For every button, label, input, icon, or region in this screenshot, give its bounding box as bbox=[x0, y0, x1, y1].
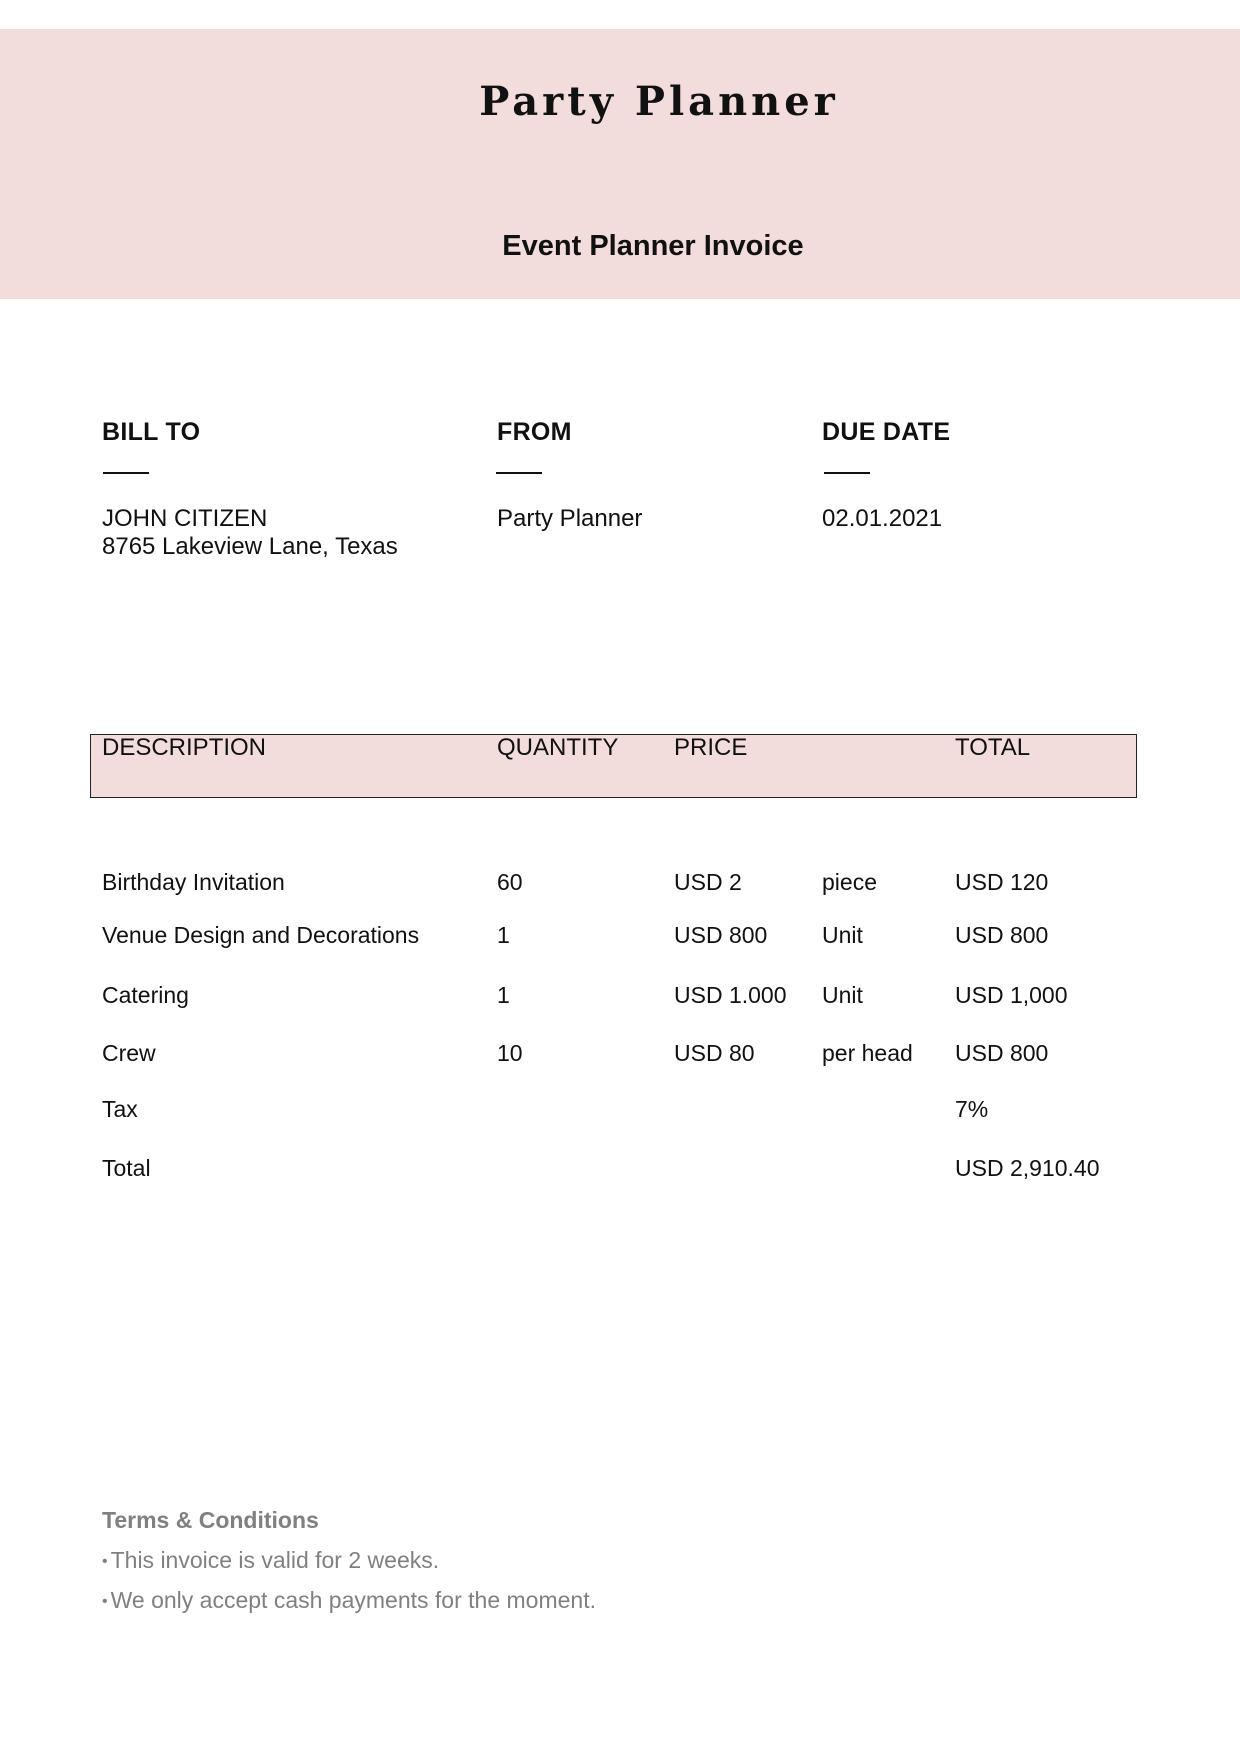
row-unit: per head bbox=[822, 1040, 913, 1066]
row-price: USD 1.000 bbox=[674, 982, 787, 1008]
grand-total-value: USD 2,910.40 bbox=[955, 1155, 1100, 1181]
due-date-heading: DUE DATE bbox=[822, 418, 951, 446]
row-price: USD 800 bbox=[674, 922, 768, 948]
bill-to-name: JOHN CITIZEN bbox=[102, 505, 268, 532]
row-total: USD 800 bbox=[955, 1040, 1049, 1066]
due-date-value: 02.01.2021 bbox=[822, 505, 943, 532]
row-quantity: 1 bbox=[497, 982, 510, 1008]
row-quantity: 1 bbox=[497, 922, 510, 948]
row-quantity: 60 bbox=[497, 869, 523, 895]
row-description: Birthday Invitation bbox=[102, 869, 285, 895]
row-total: USD 800 bbox=[955, 922, 1049, 948]
invoice-title: Event Planner Invoice bbox=[502, 230, 804, 262]
terms-item-text: This invoice is valid for 2 weeks. bbox=[110, 1547, 440, 1573]
bill-to-address: 8765 Lakeview Lane, Texas bbox=[102, 533, 398, 560]
row-price: USD 80 bbox=[674, 1040, 755, 1066]
tax-label: Tax bbox=[102, 1096, 138, 1122]
grand-total-label: Total bbox=[102, 1155, 151, 1181]
terms-item bbox=[102, 1547, 439, 1574]
bill-to-rule bbox=[103, 472, 149, 474]
row-total: USD 1,000 bbox=[955, 982, 1068, 1008]
row-unit: Unit bbox=[822, 982, 863, 1008]
tax-value: 7% bbox=[955, 1096, 989, 1122]
bullet-icon: • bbox=[102, 1593, 108, 1610]
brand-name: Party Planner bbox=[479, 78, 839, 125]
row-description: Catering bbox=[102, 982, 189, 1008]
row-unit: Unit bbox=[822, 922, 863, 948]
th-description: DESCRIPTION bbox=[102, 734, 267, 761]
bill-to-heading: BILL TO bbox=[102, 418, 201, 446]
row-unit: piece bbox=[822, 869, 877, 895]
th-quantity: QUANTITY bbox=[497, 734, 619, 761]
th-total: TOTAL bbox=[955, 734, 1031, 761]
th-price: PRICE bbox=[674, 734, 748, 761]
due-date-rule bbox=[824, 472, 870, 474]
row-price: USD 2 bbox=[674, 869, 742, 895]
bullet-icon: • bbox=[102, 1553, 108, 1570]
from-rule bbox=[496, 472, 542, 474]
terms-item bbox=[102, 1587, 596, 1614]
row-description: Venue Design and Decorations bbox=[102, 922, 420, 948]
terms-title: Terms & Conditions bbox=[102, 1507, 319, 1533]
row-quantity: 10 bbox=[497, 1040, 523, 1066]
row-total: USD 120 bbox=[955, 869, 1049, 895]
from-heading: FROM bbox=[497, 418, 572, 446]
terms-item-text: We only accept cash payments for the moment. bbox=[110, 1587, 596, 1613]
from-name: Party Planner bbox=[497, 505, 643, 532]
row-description: Crew bbox=[102, 1040, 156, 1066]
